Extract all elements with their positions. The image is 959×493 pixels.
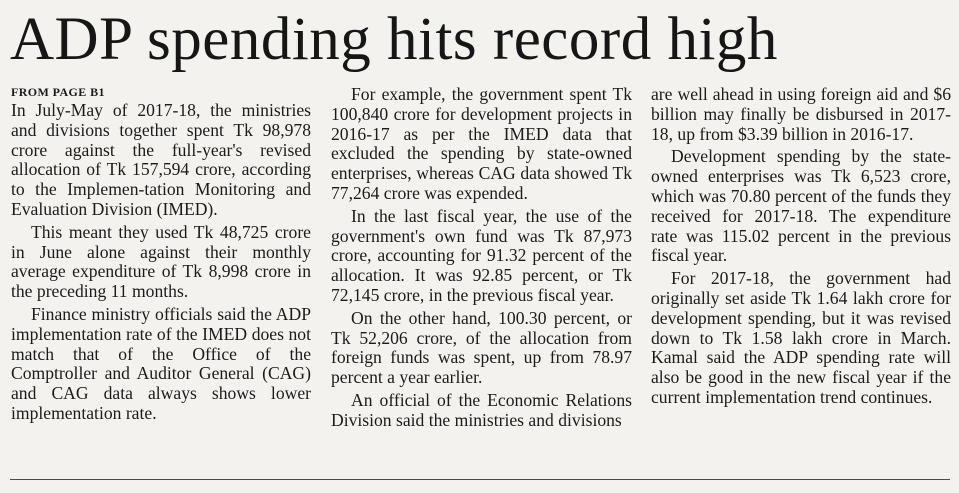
paragraph: For 2017-18, the government had originally set aside Tk 1.64 lakh crore for development spending, but it was revised down to Tk 1.58 lakh crore in March. Kamal said the ADP spending rate will also be good in the new fiscal year if the current implementation trend continues. [651,268,951,407]
paragraph: An official of the Economic Relations Division said the ministries and divisions [331,389,632,430]
paragraph: On the other hand, 100.30 percent, or Tk 52,206 crore, of the allocation from foreign funds was spent, up from 78.97 percent a year earlier. [331,307,632,388]
paragraph: In the last fiscal year, the use of the government's own fund was Tk 87,973 crore, accounting for 91.32 percent of the allocation. It was 92.85 percent, or Tk 72,145 crore, in the previous fiscal year. [331,205,632,305]
paragraph: In July-May of 2017-18, the ministries and divisions together spent Tk 98,978 crore against the full-year's revised allocation of Tk 157,594 crore, according to the Implemen-tation Monitoring and Evaluation Division (IMED). [11,100,311,219]
headline: ADP spending hits record high [10,6,778,73]
kicker: FROM PAGE B1 [11,85,105,99]
paragraph: Development spending by the state-owned enterprises was Tk 6,523 crore, which was 70.80 percent of the funds they received for 2017-18. The expenditure rate was 115.02 percent in the previous fiscal year. [651,146,951,266]
paragraph: This meant they used Tk 48,725 crore in June alone against their monthly average expenditure of Tk 8,998 crore in the preceding 11 months. [11,221,311,302]
paragraph-continued: are well ahead in using foreign aid and $6 billion may finally be disbursed in 2017-18, up from $3.39 billion in 2016-17. [651,84,951,144]
column-3 [651,85,951,411]
paragraph: Finance ministry officials said the ADP implementation rate of the IMED does not match that of the Office of the Comptroller and Auditor General (CAG) and CAG data always shows lower implementation rate. [11,303,311,423]
paragraph: For example, the government spent Tk 100,840 crore for development projects in 2016-17 as per the IMED data that excluded the spending by state-owned enterprises, whereas CAG data showed Tk 77,264 crore was expended. [331,84,632,203]
column-2 [331,85,632,434]
column-1 [11,84,311,427]
bottom-rule [10,479,950,480]
